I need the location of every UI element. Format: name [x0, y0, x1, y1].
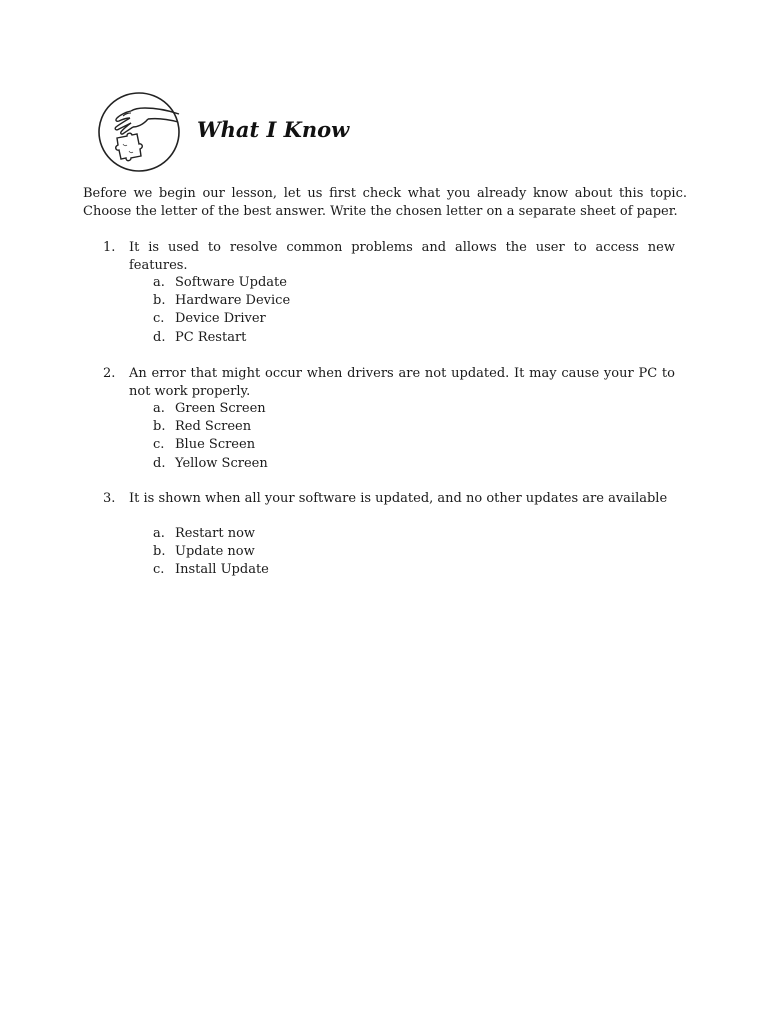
choice-letter: d.	[153, 455, 166, 471]
choice-letter: a.	[153, 526, 165, 541]
question-number: 1.	[103, 240, 116, 255]
question-text: An error that might occur when drivers are not updated. It may cause your PC to not work properly.	[129, 366, 675, 400]
choice-letter: b.	[153, 293, 166, 309]
choice-letter: d.	[153, 329, 166, 345]
instructions-paragraph: Before we begin our lesson, let us first check what you already know about this topic. Choose the letter of the best answer. Write the chosen letter on a separate sheet of paper.	[83, 186, 687, 220]
question-number: 3.	[103, 491, 116, 506]
choice-text: Green Screen	[175, 401, 266, 416]
choice-letter: a.	[153, 401, 165, 416]
choice-text: Install Update	[175, 562, 269, 578]
choice-text: Update now	[175, 544, 255, 560]
choice-text: Blue Screen	[175, 437, 256, 453]
question-text: It is shown when all your software is updated, and no other updates are available	[129, 491, 668, 506]
choice-text: Yellow Screen	[175, 455, 268, 471]
choice-letter: b.	[153, 544, 166, 560]
section-header	[93, 88, 513, 176]
choice-text: PC Restart	[175, 329, 247, 345]
section-title: What I Know	[197, 117, 350, 142]
choice-text: Software Update	[175, 275, 287, 290]
choice-letter: c.	[153, 311, 165, 327]
question-text: It is used to resolve common problems and allows the user to access new features.	[129, 240, 675, 274]
choice-letter: a.	[153, 275, 165, 290]
choice-text: Red Screen	[175, 419, 252, 435]
choice-letter: c.	[153, 562, 165, 578]
choice-text: Hardware Device	[175, 293, 291, 309]
choice-letter: b.	[153, 419, 166, 435]
hand-puzzle-piece-icon	[93, 88, 185, 176]
choice-text: Device Driver	[175, 311, 266, 327]
choice-text: Restart now	[175, 526, 256, 541]
choice-letter: c.	[153, 437, 165, 453]
question-number: 2.	[103, 366, 116, 381]
